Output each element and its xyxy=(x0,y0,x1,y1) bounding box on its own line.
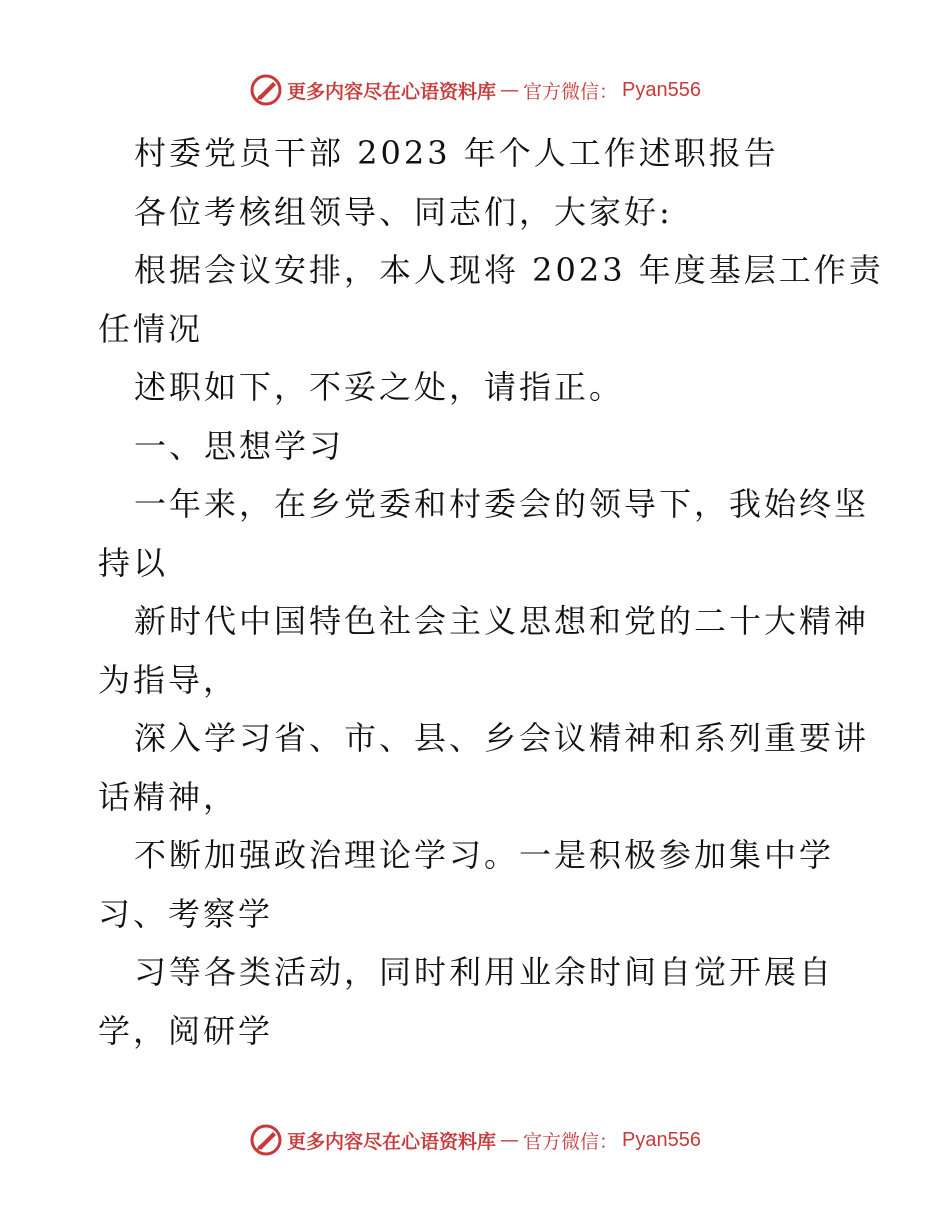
logo-icon xyxy=(249,73,283,107)
paragraph-line: 为指导， xyxy=(98,660,239,699)
paragraph-line: 新时代中国特色社会主义思想和党的二十大精神 xyxy=(134,602,870,640)
banner-wechat-id: Pyan556 xyxy=(622,1128,701,1151)
paragraph-line: 话精神， xyxy=(98,777,239,816)
banner-site-text: 更多内容尽在心语资料库 xyxy=(287,80,497,103)
banner-wechat-label: 官方微信： xyxy=(523,80,619,103)
footer-banner xyxy=(0,1120,950,1160)
paragraph-line: 一年来，在乡党委和村委会的领导下，我始终坚 xyxy=(134,485,870,523)
paragraph-line: 持以 xyxy=(98,543,169,582)
header-banner xyxy=(0,70,950,110)
paragraph-line: 学，阅研学 xyxy=(98,1011,274,1050)
logo-icon xyxy=(249,1123,283,1157)
banner-site-text: 更多内容尽在心语资料库 xyxy=(287,1130,497,1153)
banner-wechat-label: 官方微信： xyxy=(523,1130,619,1153)
document-title: 村委党员干部 2023 年个人工作述职报告 xyxy=(134,134,779,172)
paragraph-line: 习等各类活动，同时利用业余时间自觉开展自 xyxy=(134,953,835,991)
paragraph-line: 任情况 xyxy=(98,309,204,348)
greeting: 各位考核组领导、同志们，大家好: xyxy=(134,192,673,231)
paragraph-line: 不断加强政治理论学习。一是积极参加集中学 xyxy=(134,836,835,874)
paragraph-line: 深入学习省、市、县、乡会议精神和系列重要讲 xyxy=(134,719,870,757)
paragraph-line: 根据会议安排，本人现将 2023 年度基层工作责 xyxy=(134,251,884,289)
paragraph-line: 述职如下，不妥之处，请指正。 xyxy=(134,368,625,406)
section-heading: 一、思想学习 xyxy=(134,426,345,465)
banner-wechat-id: Pyan556 xyxy=(622,78,701,101)
paragraph-line: 习、考察学 xyxy=(98,894,274,933)
banner-separator: — xyxy=(500,79,520,101)
banner-separator: — xyxy=(500,1129,520,1151)
document-body xyxy=(98,124,884,1060)
